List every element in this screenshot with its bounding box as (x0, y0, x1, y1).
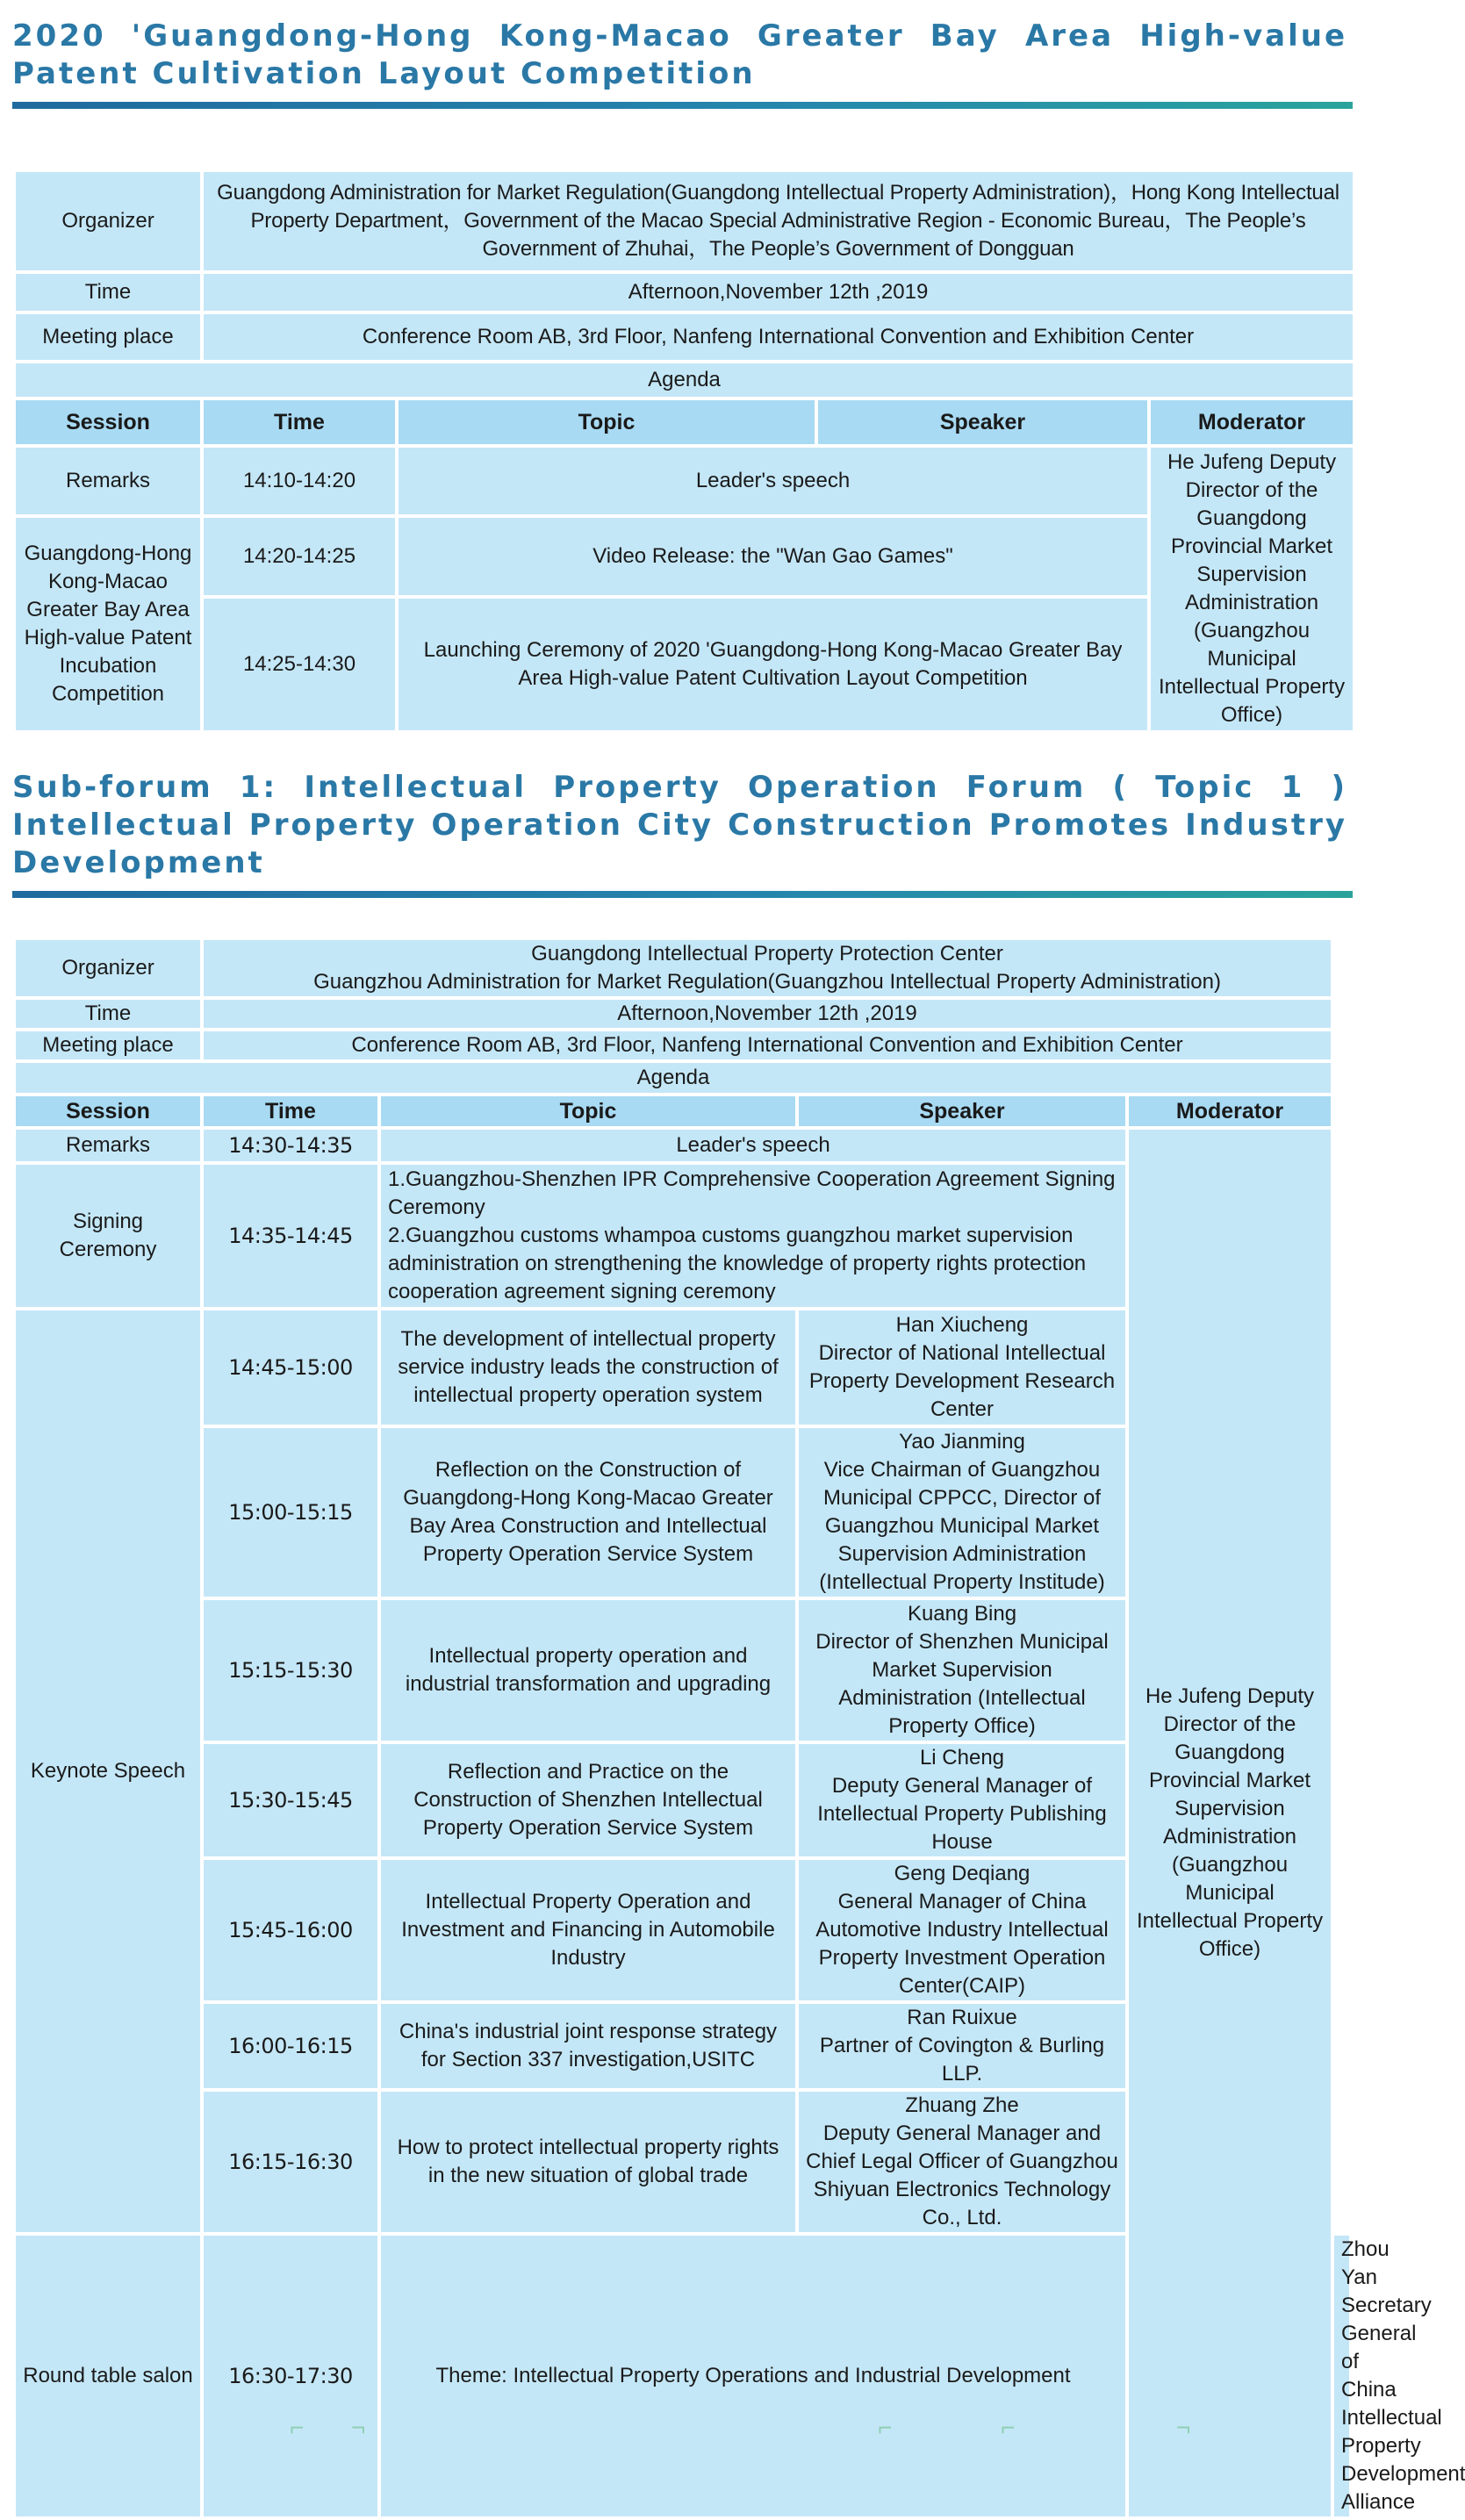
meeting-place-label: Meeting place (16, 314, 200, 360)
meeting-place-label: Meeting place (16, 1031, 200, 1059)
table-row (16, 448, 1353, 514)
time-cell: 16:15-16:30 (204, 2092, 377, 2232)
speaker-name: Zhuang Zhe (905, 2093, 1019, 2117)
time-cell: 15:00-15:15 (204, 1428, 377, 1597)
session-cell: Remarks (16, 1130, 200, 1161)
speaker-name: Ran Ruixue (907, 2006, 1017, 2029)
speaker-name: Geng Deqiang (894, 1862, 1031, 1885)
organizer-value (204, 940, 1331, 996)
speaker-title: Deputy General Manager and Chief Legal Officer of Guangzhou Shiyuan Electronics Technology Co., Ltd. (806, 2122, 1118, 2229)
organizer-value: Guangdong Administration for Market Regulation(Guangdong Intellectual Property Administration)，Hong Kong Intellectual Property Department，Government of the Macao Special Administrative Region - Economic Bureau，The People’s Government of Zhuhai，The People’s Government of Dongguan (204, 172, 1353, 270)
section2-heading: Sub-forum 1: Intellectual Property Operation Forum ( Topic 1 ) Intellectual Property Operation City Construction Promotes Industry Development (12, 770, 1347, 880)
topic-cell (381, 1165, 1125, 1307)
time-row (16, 1000, 1349, 1028)
header-session: Session (16, 400, 200, 444)
session-cell: Keynote Speech (16, 1310, 200, 2232)
moderator-cell: He Jufeng Deputy Director of the Guangdong Provincial Market Supervision Administration (Guangzhou Municipal Intellectual Property Office) (1151, 448, 1353, 730)
decorative-mark: ⌐ (290, 2414, 305, 2441)
time-cell: 14:45-15:00 (204, 1310, 377, 1425)
topic-cell: Launching Ceremony of 2020 'Guangdong-Hong Kong-Macao Greater Bay Area High-value Patent Cultivation Layout Competition (399, 599, 1147, 730)
speaker-title: Director of National Intellectual Property Development Research Center (808, 1341, 1116, 1421)
topic-cell: How to protect intellectual property rights in the new situation of global trade (381, 2092, 795, 2232)
speaker-cell (799, 2004, 1125, 2088)
section1-divider (12, 102, 1353, 109)
speaker-title: General Manager of China Automotive Industry Intellectual Property Investment Operation Center(CAIP) (815, 1890, 1109, 1998)
organizer-label: Organizer (16, 172, 200, 270)
time-cell: 14:30-14:35 (204, 1130, 377, 1161)
decorative-mark: ¬ (351, 2414, 366, 2441)
header-speaker: Speaker (818, 400, 1147, 444)
moderator-cell: He Jufeng Deputy Director of the Guangdong Provincial Market Supervision Administration (Guangzhou Municipal Intellectual Property Office) (1129, 1130, 1331, 2516)
time-cell: 14:10-14:20 (204, 448, 395, 514)
time-cell: 16:00-16:15 (204, 2004, 377, 2088)
topic-cell: China's industrial joint response strategy for Section 337 investigation,USITC (381, 2004, 795, 2088)
decorative-mark: ¬ (1176, 2414, 1191, 2441)
organizer-line: Guangzhou Administration for Market Regulation(Guangzhou Intellectual Property Administration) (313, 970, 1221, 994)
speaker-cell (799, 1744, 1125, 1856)
speaker-name: Han Xiucheng (895, 1313, 1029, 1337)
topic-cell: Video Release: the "Wan Gao Games" (399, 518, 1147, 595)
header-session: Session (16, 1096, 200, 1126)
header-topic: Topic (381, 1096, 795, 1126)
meeting-place-row (16, 314, 1353, 360)
signing-item: 1.Guangzhou-Shenzhen IPR Comprehensive Cooperation Agreement Signing Ceremony (388, 1167, 1116, 1219)
decorative-mark: ⌐ (878, 2414, 893, 2441)
time-row (16, 274, 1353, 311)
speaker-cell (799, 2092, 1125, 2232)
meeting-place-value: Conference Room AB, 3rd Floor, Nanfeng International Convention and Exhibition Center (204, 314, 1353, 360)
agenda-row (16, 363, 1353, 397)
meeting-place-row (16, 1031, 1349, 1059)
topic-cell: Leader's speech (381, 1130, 1125, 1161)
topic-cell: Reflection on the Construction of Guangdong-Hong Kong-Macao Greater Bay Area Construction and Intellectual Property Operation Service System (381, 1428, 795, 1597)
time-cell: 16:30-17:30 (204, 2236, 377, 2516)
topic-cell: Intellectual property operation and industrial transformation and upgrading (381, 1600, 795, 1741)
decorative-mark: ⌐ (1001, 2414, 1016, 2441)
organizer-row (16, 172, 1353, 270)
cut-off-next-heading (0, 2414, 1360, 2441)
time-label: Time (16, 1000, 200, 1028)
topic-cell: Theme: Intellectual Property Operations and Industrial Development (381, 2236, 1125, 2516)
header-speaker: Speaker (799, 1096, 1125, 1126)
speaker-cell (799, 1428, 1125, 1597)
table-row (16, 1130, 1349, 1161)
topic-cell: Leader's speech (399, 448, 1147, 514)
header-row (16, 1096, 1349, 1126)
time-cell: 14:20-14:25 (204, 518, 395, 595)
header-row (16, 400, 1353, 444)
main-forum-agenda-table (12, 169, 1356, 734)
speaker-title: Partner of Covington & Burling LLP. (819, 2034, 1105, 2086)
speaker-name: Kuang Bing (907, 1602, 1017, 1626)
header-topic: Topic (399, 400, 815, 444)
time-value: Afternoon,November 12th ,2019 (204, 274, 1353, 311)
time-label: Time (16, 274, 200, 311)
organizer-row (16, 940, 1349, 996)
speaker-cell (799, 1310, 1125, 1425)
speaker-name: Li Cheng (919, 1746, 1005, 1770)
speaker-title: Director of Shenzhen Municipal Market Supervision Administration (Intellectual Property Office) (815, 1630, 1109, 1738)
organizer-line: Guangdong Intellectual Property Protection Center (531, 942, 1003, 966)
time-cell: 15:15-15:30 (204, 1600, 377, 1741)
session-cell: Remarks (16, 448, 200, 514)
meeting-place-value: Conference Room AB, 3rd Floor, Nanfeng International Convention and Exhibition Center (204, 1031, 1331, 1059)
time-cell: 14:35-14:45 (204, 1165, 377, 1307)
session-cell: Round table salon (16, 2236, 200, 2516)
agenda-label: Agenda (16, 363, 1353, 397)
speaker-cell (799, 1600, 1125, 1741)
speaker-name: Yao Jianming (899, 1430, 1025, 1454)
session-cell: Guangdong-Hong Kong-Macao Greater Bay Area High-value Patent Incubation Competition (16, 518, 200, 730)
time-cell: 14:25-14:30 (204, 599, 395, 730)
header-moderator: Moderator (1151, 400, 1353, 444)
session-cell: Signing Ceremony (16, 1165, 200, 1307)
organizer-label: Organizer (16, 940, 200, 996)
moderator-cell: Zhou Yan Secretary General of China Intellectual Property Development Alliance (1334, 2236, 1349, 2516)
time-cell: 15:30-15:45 (204, 1744, 377, 1856)
speaker-title: Vice Chairman of Guangzhou Municipal CPPCC, Director of Guangzhou Municipal Market Supervision Administration (Intellectual Property Institude) (819, 1458, 1105, 1594)
sub-forum-agenda-table (12, 937, 1465, 2520)
speaker-title: Deputy General Manager of Intellectual Property Publishing House (817, 1774, 1107, 1854)
agenda-label: Agenda (16, 1063, 1331, 1093)
topic-cell: Intellectual Property Operation and Investment and Financing in Automobile Industry (381, 1860, 795, 2000)
section1-heading: 2020 'Guangdong-Hong Kong-Macao Greater Bay Area High-value Patent Cultivation Layout Competition (12, 18, 1347, 91)
header-time: Time (204, 400, 395, 444)
agenda-row (16, 1063, 1349, 1093)
topic-cell: The development of intellectual property service industry leads the construction of intellectual property operation system (381, 1310, 795, 1425)
speaker-cell (799, 1860, 1125, 2000)
time-value: Afternoon,November 12th ,2019 (204, 1000, 1331, 1028)
section2-divider (12, 891, 1353, 898)
topic-cell: Reflection and Practice on the Construction of Shenzhen Intellectual Property Operation Service System (381, 1744, 795, 1856)
header-time: Time (204, 1096, 377, 1126)
signing-item: 2.Guangzhou customs whampoa customs guangzhou market supervision administration on strengthening the knowledge of property rights protection cooperation agreement signing ceremony (388, 1224, 1087, 1303)
header-moderator: Moderator (1129, 1096, 1331, 1126)
time-cell: 15:45-16:00 (204, 1860, 377, 2000)
